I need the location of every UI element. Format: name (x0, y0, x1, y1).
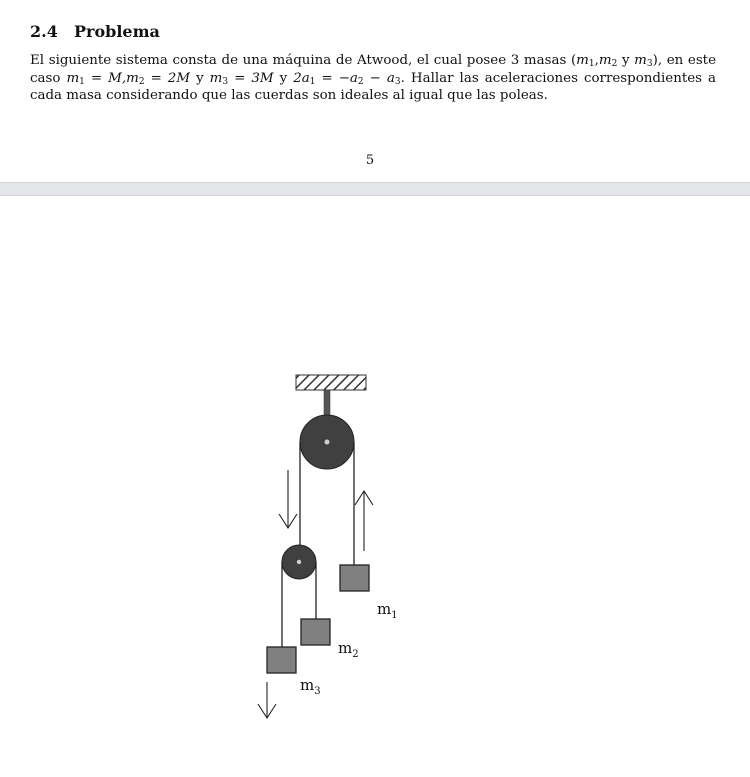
page-number: 5 (365, 153, 375, 168)
mass-m3 (267, 647, 296, 673)
bottom-pulley-axle (297, 560, 301, 564)
mass-m2 (301, 619, 330, 645)
label-m2: $m_2$ (338, 639, 359, 660)
mass-m1 (340, 565, 369, 591)
arrow-down-m3 (258, 682, 276, 718)
arrow-down-left-rope (279, 470, 297, 528)
ceiling-support (296, 375, 366, 390)
arrow-up-m1 (355, 491, 373, 551)
problem-statement: El siguiente sistema consta de una máquina de Atwood, el cual posee 3 masas ($m_1,m_2$ y $m_3$), en este caso $m_1 = M,m_2 = 2M$ y $m_3 = 3M$ y $2a_1 = -a_2 - a_3$. Hallar las aceleraciones correspondientes a cada masa considerando que las cuerdas son ideales al igual que las poleas. (30, 53, 716, 103)
section-title: Problema (74, 22, 160, 41)
label-m1: $m_1$ (377, 600, 398, 621)
section-number: 2.4 (30, 22, 58, 41)
top-pulley-axle (325, 440, 330, 445)
label-m3: $m_3$ (300, 676, 321, 697)
